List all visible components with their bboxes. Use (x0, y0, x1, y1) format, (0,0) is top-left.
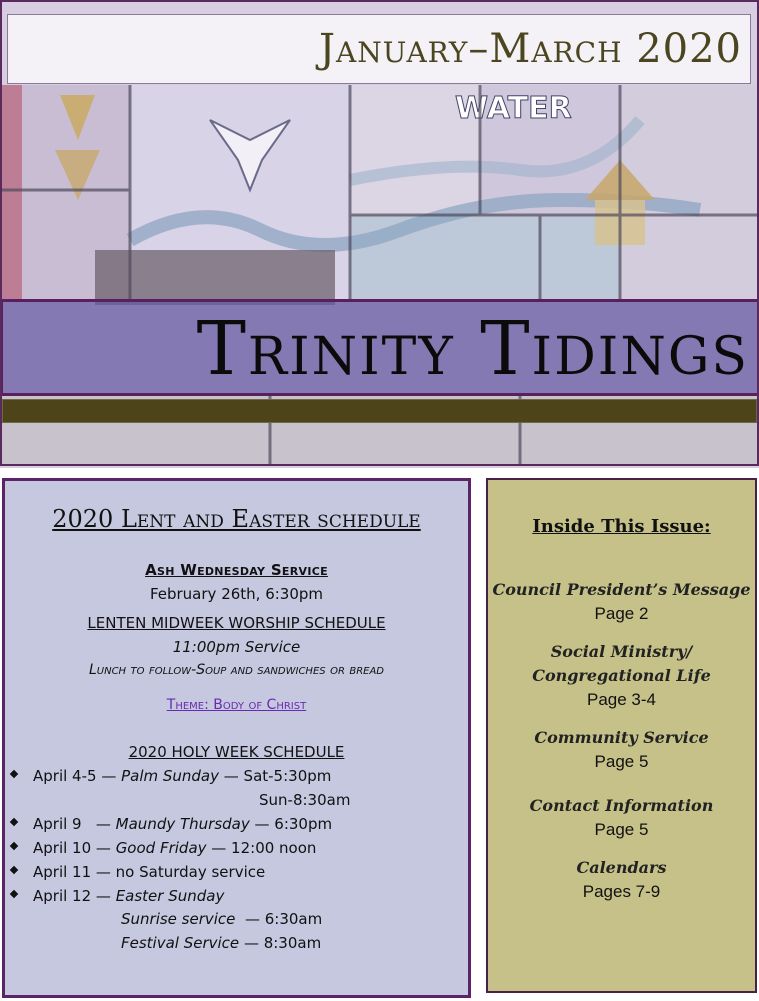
item-time: — 12:00 noon (206, 839, 317, 857)
masthead-frame (0, 0, 759, 466)
service-time: — 6:30am (235, 910, 323, 928)
diamond-bullet-icon (10, 842, 18, 850)
item-name: Good Friday (115, 839, 207, 857)
lenten-lunch: Lunch to follow-Soup and sandwiches or bread (88, 662, 385, 678)
item-date: April 9 — (33, 815, 116, 833)
lenten-time: 11:00pm Service (172, 638, 301, 656)
festival-service (121, 934, 321, 952)
schedule-title: 2020 Lent and Easter schedule (52, 505, 421, 533)
svg-text:WATER: WATER (455, 91, 572, 126)
theme-link[interactable]: Theme: Body of Christ (166, 697, 307, 713)
service-name: Festival Service (121, 934, 240, 952)
diamond-bullet-icon (10, 818, 18, 826)
service-name: Sunrise service (121, 910, 236, 928)
diamond-bullet-icon (10, 866, 18, 874)
toc-title: Social Ministry/ (550, 642, 693, 661)
lenten-title: LENTEN MIDWEEK WORSHIP SCHEDULE (87, 614, 386, 632)
service-time: — 8:30am (239, 934, 322, 952)
ash-wednesday-date: February 26th, 6:30pm (149, 585, 324, 603)
toc-title: Community Service (534, 728, 709, 747)
toc-title: Council President’s Message (492, 580, 751, 599)
item-name: Palm Sunday (121, 767, 220, 785)
toc-page: Page 5 (594, 820, 649, 839)
date-range: January–March 2020 (318, 26, 742, 72)
issue-heading: Inside This Issue: (532, 516, 711, 537)
item-date: April 10 — (33, 839, 116, 857)
holy-week-title: 2020 HOLY WEEK SCHEDULE (128, 743, 345, 761)
item-name: Maundy Thursday (115, 815, 250, 833)
palm-sunday-second-time: Sun-8:30am (259, 791, 351, 809)
item-date: April 12 — (33, 887, 116, 905)
toc-page: Page 5 (594, 752, 649, 771)
item-time: — Sat-5:30pm (219, 767, 332, 785)
lent-easter-schedule (2, 478, 471, 998)
masthead (0, 0, 759, 468)
diamond-bullet-icon (10, 770, 18, 778)
ash-wednesday-title: Ash Wednesday Service (145, 561, 328, 579)
item-date: April 11 — no Saturday service (33, 863, 266, 881)
diamond-bullet-icon (10, 890, 18, 898)
item-name: Easter Sunday (115, 887, 225, 905)
toc-page: Page 3-4 (587, 690, 656, 709)
sunrise-service (121, 910, 322, 928)
toc-title: Contact Information (529, 796, 714, 815)
newsletter-title: Trinity Tidings (196, 306, 749, 392)
toc-page: Pages 7-9 (582, 882, 661, 901)
inside-this-issue (486, 478, 757, 993)
toc-page: Page 2 (594, 604, 649, 623)
item-time: — 6:30pm (249, 815, 333, 833)
toc-title: Congregational Life (532, 666, 711, 685)
item-date: April 4-5 — (33, 767, 122, 785)
toc-title: Calendars (576, 858, 667, 877)
